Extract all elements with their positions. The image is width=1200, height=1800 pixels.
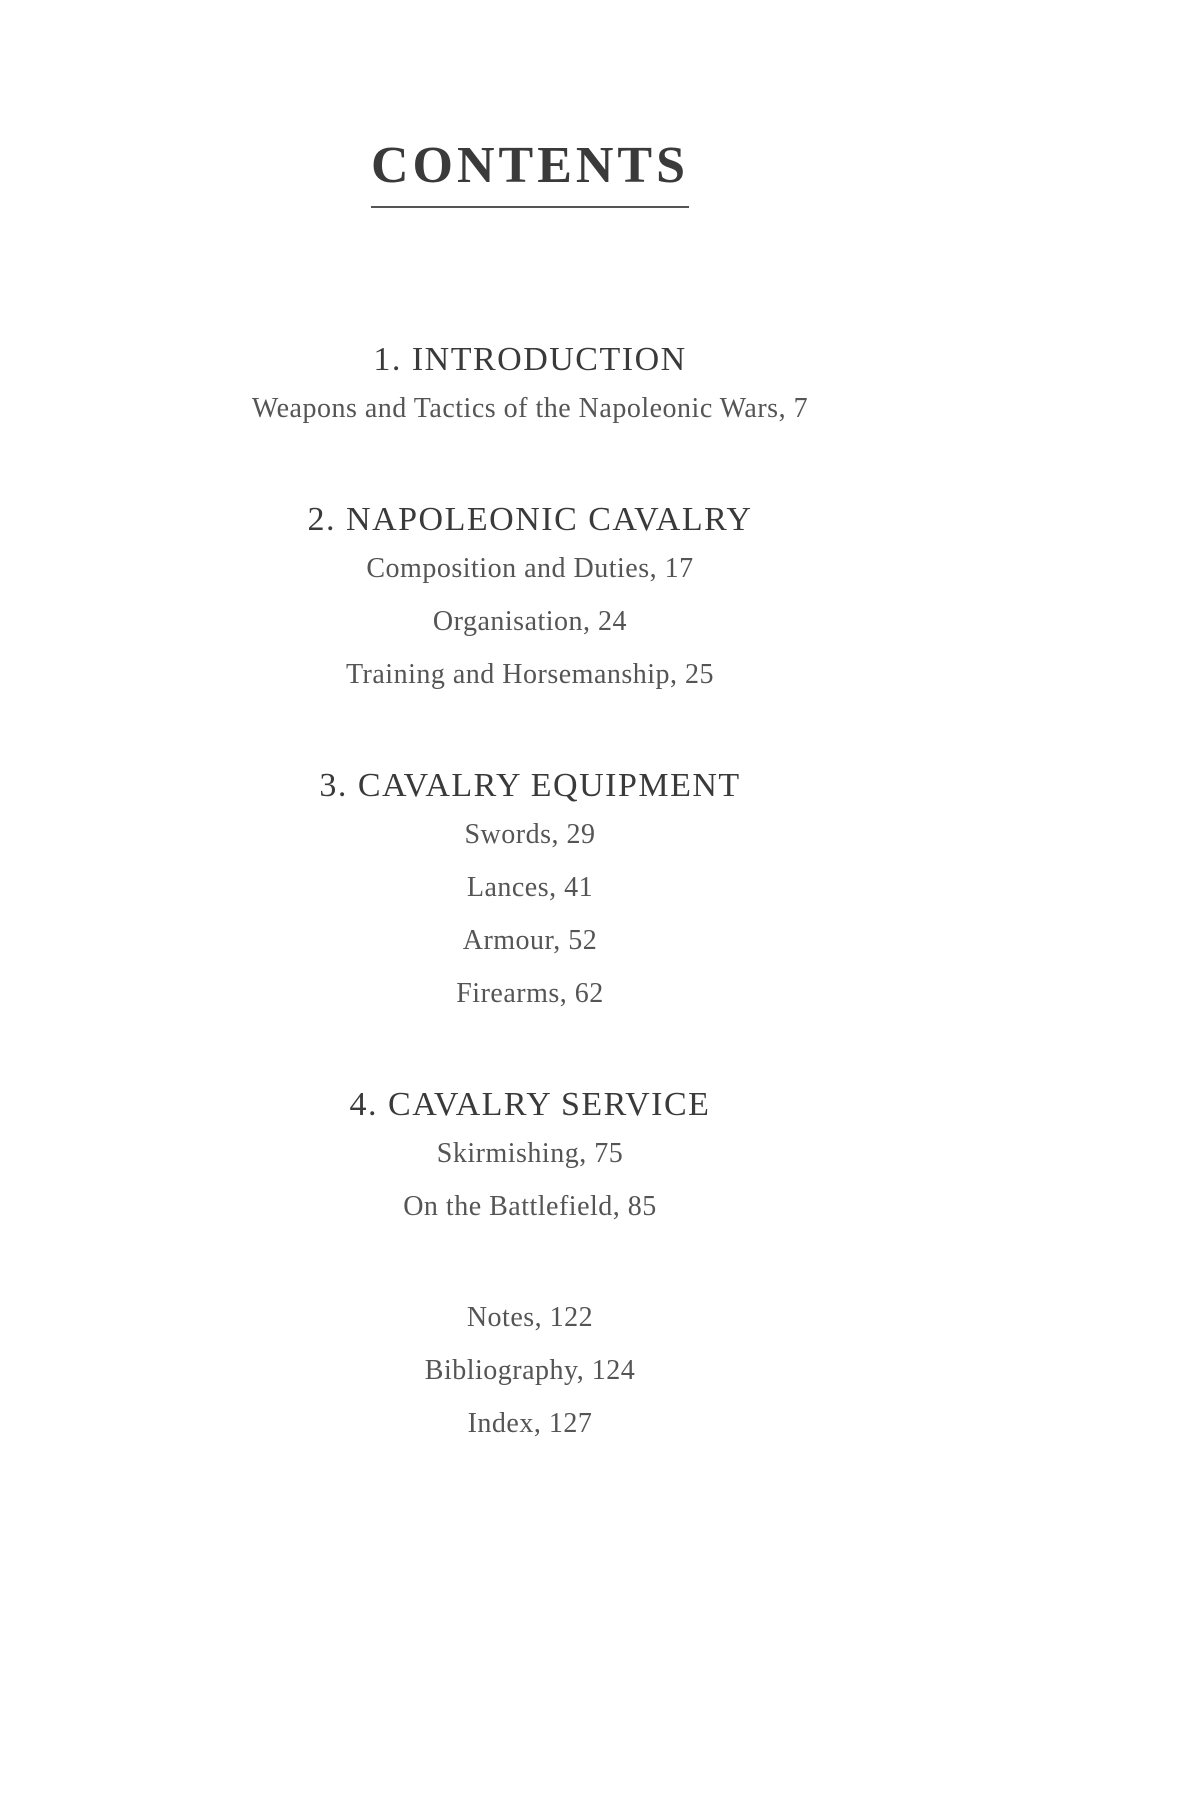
section-heading: 3. CAVALRY EQUIPMENT <box>319 767 741 804</box>
toc-entry: Lances, 41 <box>466 872 594 903</box>
section-entries <box>0 819 1060 1031</box>
toc-entry: Firearms, 62 <box>456 978 604 1009</box>
section-entries <box>0 1138 1060 1244</box>
section-napoleonic-cavalry <box>0 500 1060 712</box>
section-heading: 1. INTRODUCTION <box>373 341 687 378</box>
section-entries <box>0 553 1060 712</box>
toc-entry: Swords, 29 <box>464 819 596 850</box>
title-block <box>0 137 1060 208</box>
section-heading: 4. CAVALRY SERVICE <box>349 1086 711 1123</box>
toc-entry: Weapons and Tactics of the Napoleonic Wars, 7 <box>251 393 809 424</box>
back-matter <box>0 1302 1060 1461</box>
toc-entry: Composition and Duties, 17 <box>366 553 694 584</box>
page-title: CONTENTS <box>371 140 689 208</box>
toc-entry: Skirmishing, 75 <box>436 1138 624 1169</box>
toc-entry: Armour, 52 <box>462 925 598 956</box>
toc-entry-notes: Notes, 122 <box>466 1302 594 1333</box>
section-heading: 2. NAPOLEONIC CAVALRY <box>307 501 753 538</box>
section-entries <box>0 393 1060 446</box>
section-cavalry-equipment <box>0 766 1060 1031</box>
toc-entry-index: Index, 127 <box>467 1408 593 1439</box>
toc-entry: Organisation, 24 <box>432 606 628 637</box>
toc-entry: Training and Horsemanship, 25 <box>345 659 715 690</box>
section-cavalry-service <box>0 1085 1060 1244</box>
back-matter-entries <box>0 1302 1060 1461</box>
toc-entry-bibliography: Bibliography, 124 <box>424 1355 636 1386</box>
toc-entry: On the Battlefield, 85 <box>403 1191 657 1222</box>
section-introduction <box>0 340 1060 446</box>
